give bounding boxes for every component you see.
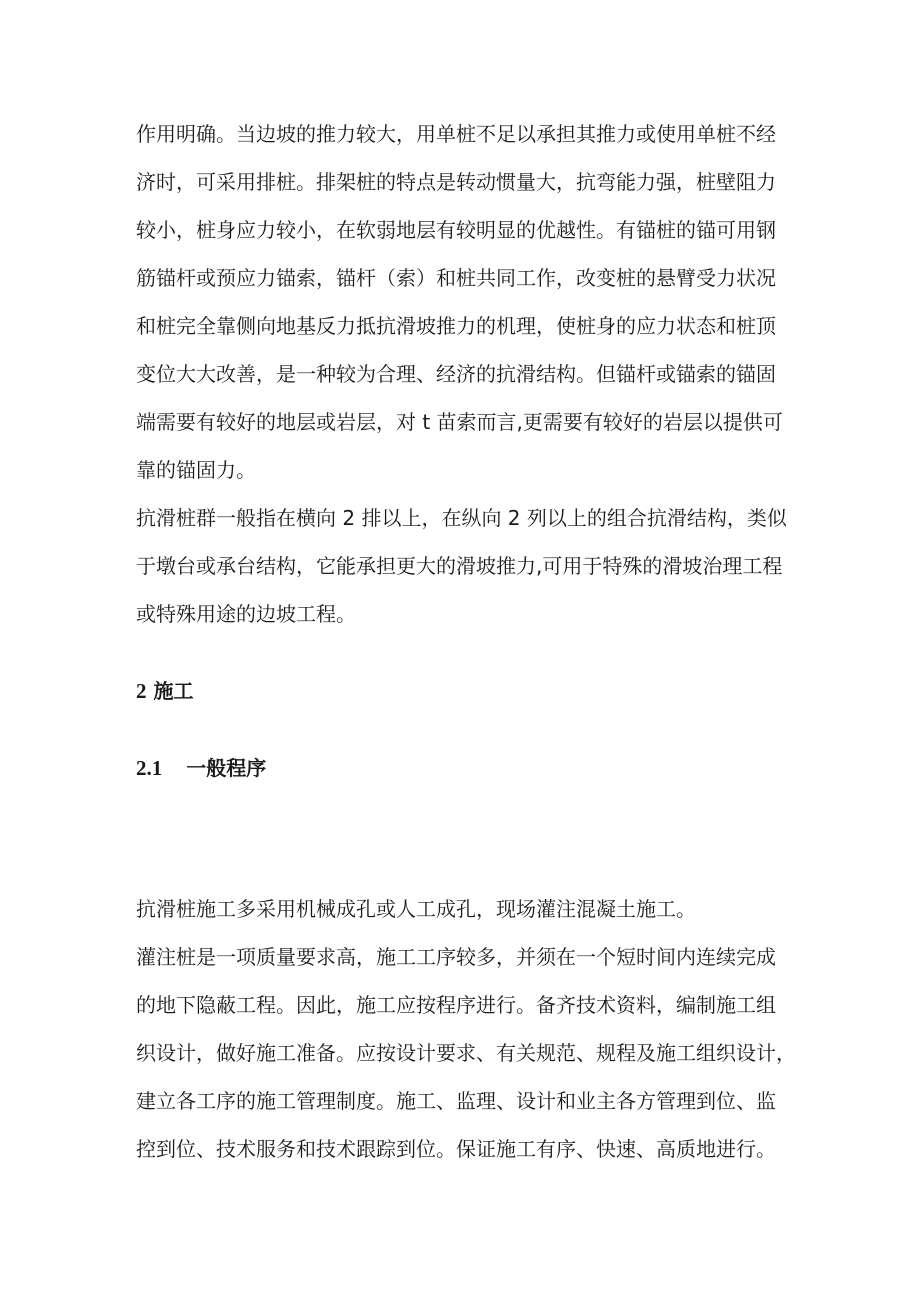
text-line: 于墩台或承台结构，它能承担更大的滑坡推力,可用于特殊的滑坡治理工程 [136, 554, 783, 578]
paragraph-pile-group [136, 494, 796, 638]
text-line: 织设计，做好施工准备。应按设计要求、有关规范、规程及施工组织设计， [136, 1041, 796, 1065]
text-line: 济时，可采用排桩。排架桩的特点是转动惯量大，抗弯能力强，桩壁阻力 [136, 170, 776, 194]
section-title: 施工 [153, 679, 194, 703]
section-number: 2 [136, 679, 147, 703]
text-line: 和桩完全靠侧向地基反力抵抗滑坡推力的机理，使桩身的应力状态和桩顶 [136, 314, 776, 338]
text-line: 较小，桩身应力较小，在软弱地层有较明显的优越性。有锚桩的锚可用钢 [136, 218, 776, 242]
paragraph-construction-method [136, 885, 796, 933]
subsection-heading [136, 748, 266, 788]
paragraph-cast-in-place [136, 933, 796, 1173]
text-line: 建立各工序的施工管理制度。施工、监理、设计和业主各方管理到位、监 [136, 1089, 776, 1113]
text-line: 灌注桩是一项质量要求高，施工工序较多，并须在一个短时间内连续完成 [136, 945, 776, 969]
text-line: 控到位、技术服务和技术跟踪到位。保证施工有序、快速、高质地进行。 [136, 1137, 776, 1161]
text-line: 作用明确。当边坡的推力较大，用单桩不足以承担其推力或使用单桩不经 [136, 122, 776, 146]
subsection-number: 2.1 [136, 756, 163, 780]
text-line: 端需要有较好的地层或岩层，对 t 苗索而言,更需要有较好的岩层以提供可 [136, 410, 783, 434]
subsection-title: 一般程序 [186, 756, 267, 780]
text-line: 的地下隐蔽工程。因此，施工应按程序进行。备齐技术资料，编制施工组 [136, 993, 776, 1017]
paragraph-pile-types [136, 110, 796, 494]
text-line: 变位大大改善，是一种较为合理、经济的抗滑结构。但锚杆或锚索的锚固 [136, 362, 776, 386]
text-line: 筋锚杆或预应力锚索，锚杆（索）和桩共同工作，改变桩的悬臂受力状况 [136, 266, 776, 290]
section-heading [136, 671, 193, 711]
text-line: 抗滑桩施工多采用机械成孔或人工成孔，现场灌注混凝土施工。 [136, 897, 696, 921]
text-line: 靠的锚固力。 [136, 458, 256, 482]
text-line: 或特殊用途的边坡工程。 [136, 602, 356, 626]
text-line: 抗滑桩群一般指在横向 2 排以上，在纵向 2 列以上的组合抗滑结构，类似 [136, 506, 787, 530]
